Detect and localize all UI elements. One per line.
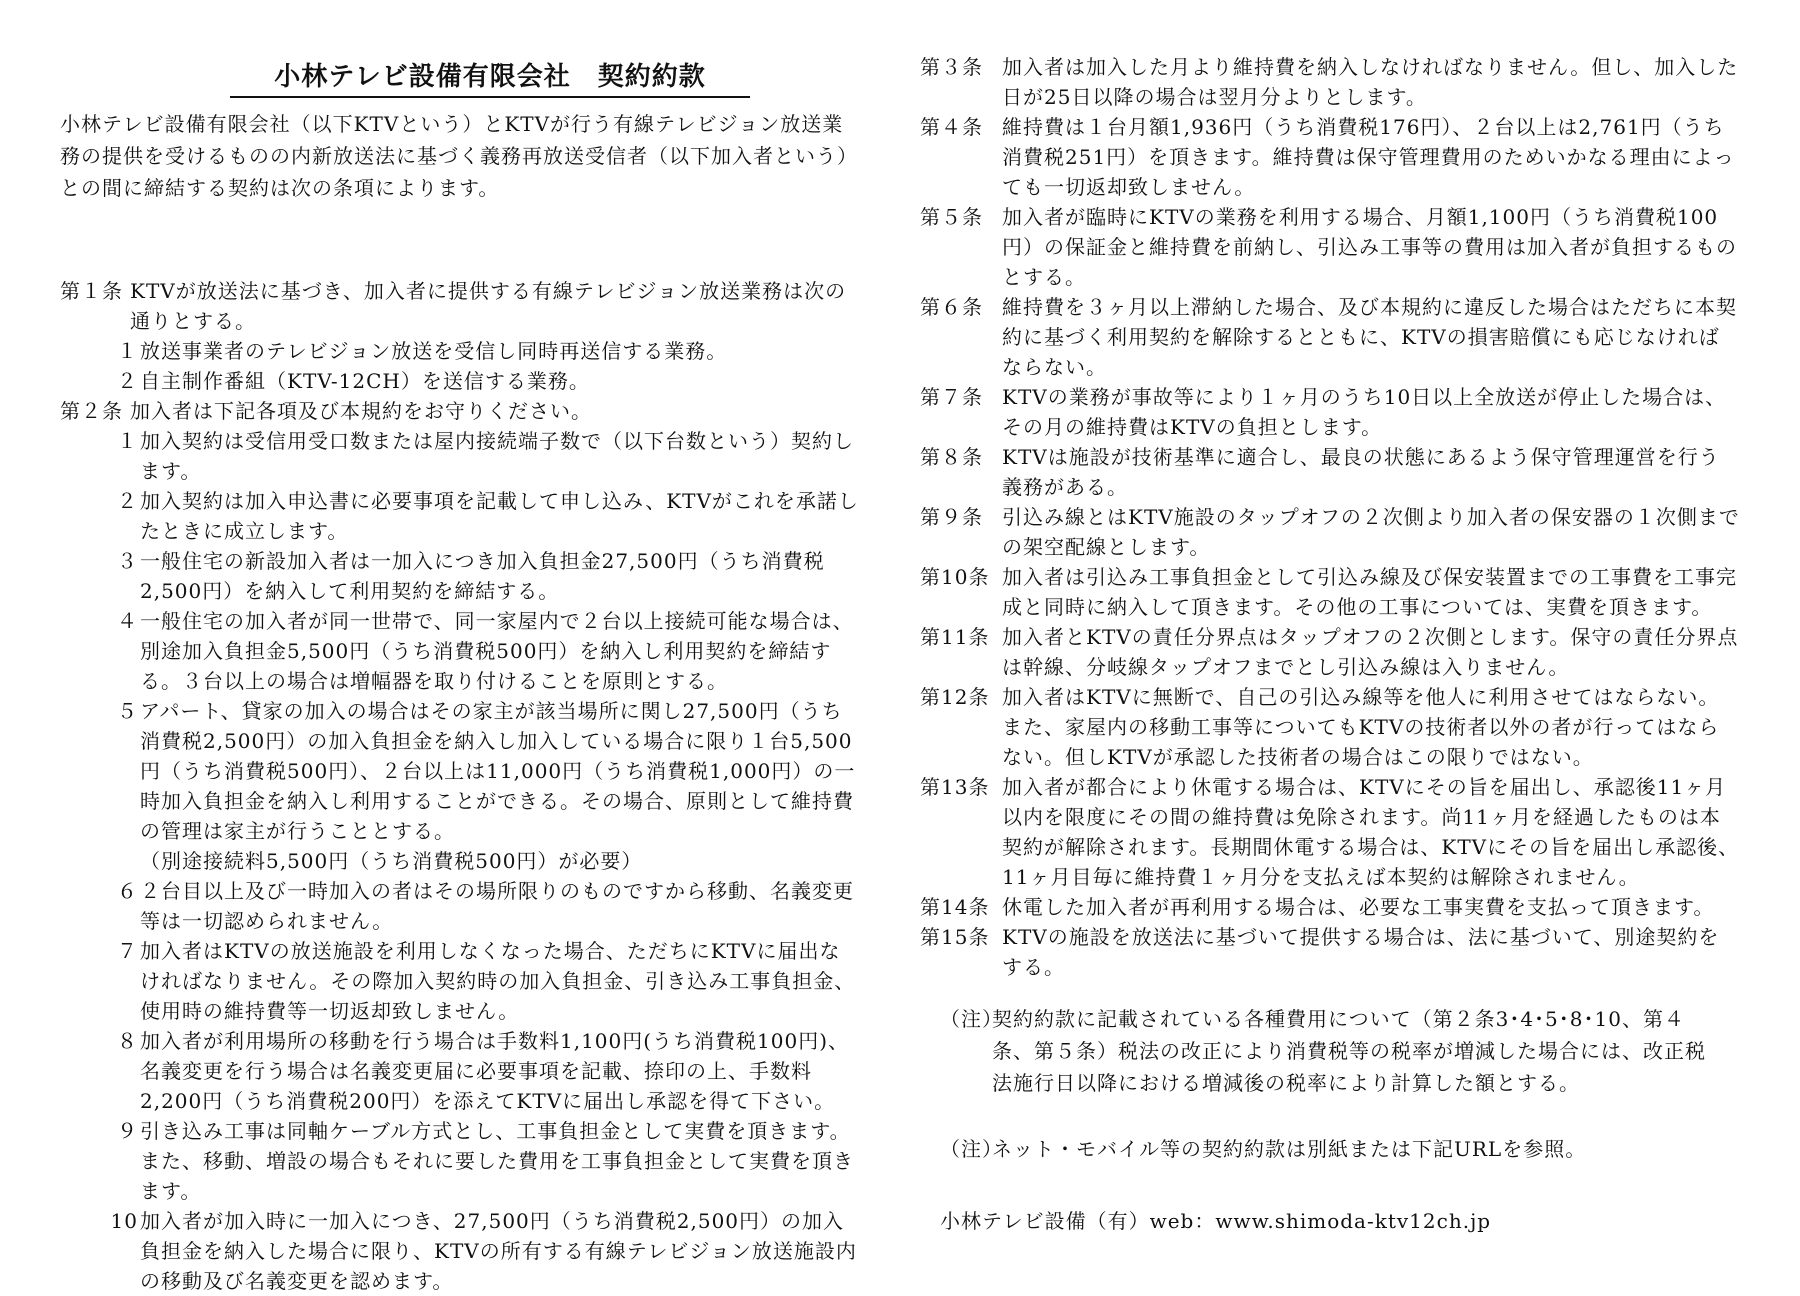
item-number: 10: [110, 1209, 138, 1233]
article-text: 加入者が臨時にKTVの業務を利用する場合、月額1,100円（うち消費税100円）の保証金と維持費を前納し、引込み工事等の費用は加入者が負担するものとする。: [1002, 205, 1737, 289]
article-number: 第15条: [920, 925, 990, 949]
article-13: [920, 772, 1740, 892]
article-number: 第10条: [920, 565, 990, 589]
article-14: [920, 892, 1740, 922]
item-text: 一般住宅の新設加入者は一加入につき加入負担金27,500円（うち消費税2,500円）を納入して利用契約を締結する。: [140, 549, 825, 603]
articles-3-to-15: [920, 52, 1740, 982]
item-number: １: [117, 429, 138, 453]
right-column: [920, 0, 1740, 1267]
article-11: [920, 622, 1740, 682]
item-text: 一般住宅の加入者が同一世帯で、同一家屋内で２台以上接続可能な場合は、別途加入負担金5,500円（うち消費税500円）を納入し利用契約を締結する。３台以上の場合は増幅器を取り付けることを原則とする。: [140, 609, 854, 693]
article-2: [60, 396, 860, 1296]
article-2-item-7: [60, 936, 860, 1026]
article-number: 第６条: [920, 295, 983, 319]
article-number: 第７条: [920, 385, 983, 409]
item-text: 加入契約は受信用受口数または屋内接続端子数で（以下台数という）契約します。: [140, 429, 854, 483]
notes-section: [940, 1003, 1720, 1165]
article-number: 第９条: [920, 505, 983, 529]
article-1-item-1: [60, 336, 860, 366]
item-number: ２: [117, 489, 138, 513]
article-7: [920, 382, 1740, 442]
item-number: ５: [117, 699, 138, 723]
item-number: ４: [117, 609, 138, 633]
item-number: ２: [117, 369, 138, 393]
article-text: 加入者はKTVに無断で、自己の引込み線等を他人に利用させてはならない。また、家屋内の移動工事等についてもKTVの技術者以外の者が行ってはならない。但しKTVが承認した技術者の場合はこの限りではない。: [1002, 685, 1720, 769]
article-15: [920, 922, 1740, 982]
article-text: 休電した加入者が再利用する場合は、必要な工事実費を支払って頂きます。: [1002, 895, 1715, 919]
article-text: 加入者は下記各項及び本規約をお守りください。: [130, 399, 592, 423]
article-number: 第３条: [920, 55, 983, 79]
article-text: 加入者とKTVの責任分界点はタップオフの２次側とします。保守の責任分界点は幹線、分岐線タップオフまでとし引込み線は入りません。: [1002, 625, 1739, 679]
article-number: 第５条: [920, 205, 983, 229]
article-number: 第４条: [920, 115, 983, 139]
article-2-header: [60, 396, 860, 426]
article-5: [920, 202, 1740, 292]
article-4: [920, 112, 1740, 202]
left-column: [60, 0, 860, 1293]
article-text: KTVが放送法に基づき、加入者に提供する有線テレビジョン放送業務は次の通りとする。: [130, 279, 847, 333]
note-text: 契約約款に記載されている各種費用について（第２条3･4･5･8･10、第４条、第５条）税法の改正により消費税等の税率が増減した場合には、改正税法施行日以降における増減後の税率により計算した額とする。: [992, 1007, 1706, 1095]
item-number: ６: [117, 879, 138, 903]
article-2-item-9: [60, 1116, 860, 1206]
note-url: [940, 1133, 1720, 1165]
article-1-header: [60, 276, 860, 336]
article-text: 維持費を３ヶ月以上滞納した場合、及び本規約に違反した場合はただちに本契約に基づく利用契約を解除するとともに、KTVの損害賠償にも応じなければならない。: [1002, 295, 1737, 379]
item-text: 加入者はKTVの放送施設を利用しなくなった場合、ただちにKTVに届出なければなりません。その際加入契約時の加入負担金、引き込み工事負担金、使用時の維持費等一切返却致しません。: [140, 939, 856, 1023]
article-text: 加入者は加入した月より維持費を納入しなければなりません。但し、加入した日が25日以降の場合は翌月分よりとします。: [1002, 55, 1739, 109]
article-3: [920, 52, 1740, 112]
article-number: 第13条: [920, 775, 990, 799]
item-text: 引き込み工事は同軸ケーブル方式とし、工事負担金として実費を頂きます。また、移動、増設の場合もそれに要した費用を工事負担金として実費を頂きます。: [140, 1119, 854, 1203]
item-number: ８: [117, 1029, 138, 1053]
article-2-item-1: [60, 426, 860, 486]
note-fees: [940, 1003, 1720, 1099]
company-footer: 小林テレビ設備（有）web：www.shimoda-ktv12ch.jp: [940, 1209, 1492, 1233]
article-2-item-3: [60, 546, 860, 606]
item-text: 自主制作番組（KTV-12CH）を送信する業務。: [140, 369, 590, 393]
article-6: [920, 292, 1740, 382]
article-number: 第12条: [920, 685, 990, 709]
article-2-item-2: [60, 486, 860, 546]
article-8: [920, 442, 1740, 502]
article-text: 維持費は１台月額1,936円（うち消費税176円）、２台以上は2,761円（うち消費税251円）を頂きます。維持費は保守管理費用のためいかなる理由によっても一切返却致しません。: [1002, 115, 1735, 199]
item-text: 加入者が利用場所の移動を行う場合は手数料1,100円(うち消費税100円)、名義変更を行う場合は名義変更届に必要事項を記載、捺印の上、手数料2,200円（うち消費税200円）を添えてKTVに届出し承認を得て下さい。: [140, 1029, 850, 1113]
item-text: 放送事業者のテレビジョン放送を受信し同時再送信する業務。: [140, 339, 728, 363]
article-1: [60, 276, 860, 396]
item-number: １: [117, 339, 138, 363]
article-number: 第11条: [920, 625, 990, 649]
article-9: [920, 502, 1740, 562]
article-2-item-5-note: [60, 846, 860, 876]
note-label: （注）: [940, 1007, 1003, 1031]
article-text: 引込み線とはKTV施設のタップオフの２次側より加入者の保安器の１次側までの架空配線とします。: [1002, 505, 1740, 559]
item-number: ７: [117, 939, 138, 963]
article-12: [920, 682, 1740, 772]
item-text: 加入契約は加入申込書に必要事項を記載して申し込み、KTVがこれを承諾したときに成立します。: [140, 489, 859, 543]
note-label: （注）: [940, 1137, 1003, 1161]
article-2-item-6: [60, 876, 860, 936]
item-note-text: （別途接続料5,500円（うち消費税500円）が必要）: [140, 849, 643, 873]
article-text: KTVの業務が事故等により１ヶ月のうち10日以上全放送が停止した場合は、その月の維持費はKTVの負担とします。: [1002, 385, 1727, 439]
article-1-item-2: [60, 366, 860, 396]
article-2-item-8: [60, 1026, 860, 1116]
article-number: 第２条: [60, 399, 123, 423]
article-number: 第14条: [920, 895, 990, 919]
article-text: 加入者が都合により休電する場合は、KTVにその旨を届出し、承認後11ヶ月以内を限度にその間の維持費は免除されます。尚11ヶ月を経過したものは本契約が解除されます。長期間休電する場合は、KTVにその旨を届出し承認後、11ヶ月目毎に維持費１ヶ月分を支払えば本契約は解除されません。: [1002, 775, 1740, 889]
note-text: ネット・モバイル等の契約約款は別紙または下記URLを参照。: [992, 1137, 1587, 1161]
article-2-item-4: [60, 606, 860, 696]
intro-paragraph: 小林テレビ設備有限会社（以下KTVという）とKTVが行う有線テレビジョン放送業務の提供を受けるものの内新放送法に基づく義務再放送受信者（以下加入者という）との間に締結する契約は次の条項によります。: [60, 112, 858, 200]
article-text: KTVは施設が技術基準に適合し、最良の状態にあるよう保守管理運営を行う義務がある。: [1002, 445, 1720, 499]
article-text: KTVの施設を放送法に基づいて提供する場合は、法に基づいて、別途契約をする。: [1002, 925, 1720, 979]
article-number: 第８条: [920, 445, 983, 469]
item-text: アパート、貸家の加入の場合はその家主が該当場所に関し27,500円（うち消費税2,500円）の加入負担金を納入し加入している場合に限り１台5,500円（うち消費税500円）、２台以上は11,000円（うち消費税1,000円）の一時加入負担金を納入し利用することができる。その場合、原則として維持費の管理は家主が行うこととする。: [140, 699, 856, 843]
article-2-item-10: [60, 1206, 860, 1296]
item-text: ２台目以上及び一時加入の者はその場所限りのものですから移動、名義変更等は一切認められません。: [140, 879, 854, 933]
article-10: [920, 562, 1740, 622]
item-text: 加入者が加入時に一加入につき、27,500円（うち消費税2,500円）の加入負担金を納入した場合に限り、KTVの所有する有線テレビジョン放送施設内の移動及び名義変更を認めます。: [140, 1209, 857, 1293]
item-number: ９: [117, 1119, 138, 1143]
article-text: 加入者は引込み工事負担金として引込み線及び保安装置までの工事費を工事完成と同時に納入して頂きます。その他の工事については、実費を頂きます。: [1002, 565, 1737, 619]
document-title: 小林テレビ設備有限会社 契約約款: [230, 60, 750, 98]
article-2-item-5: [60, 696, 860, 846]
article-number: 第１条: [60, 279, 123, 303]
item-number: ３: [117, 549, 138, 573]
